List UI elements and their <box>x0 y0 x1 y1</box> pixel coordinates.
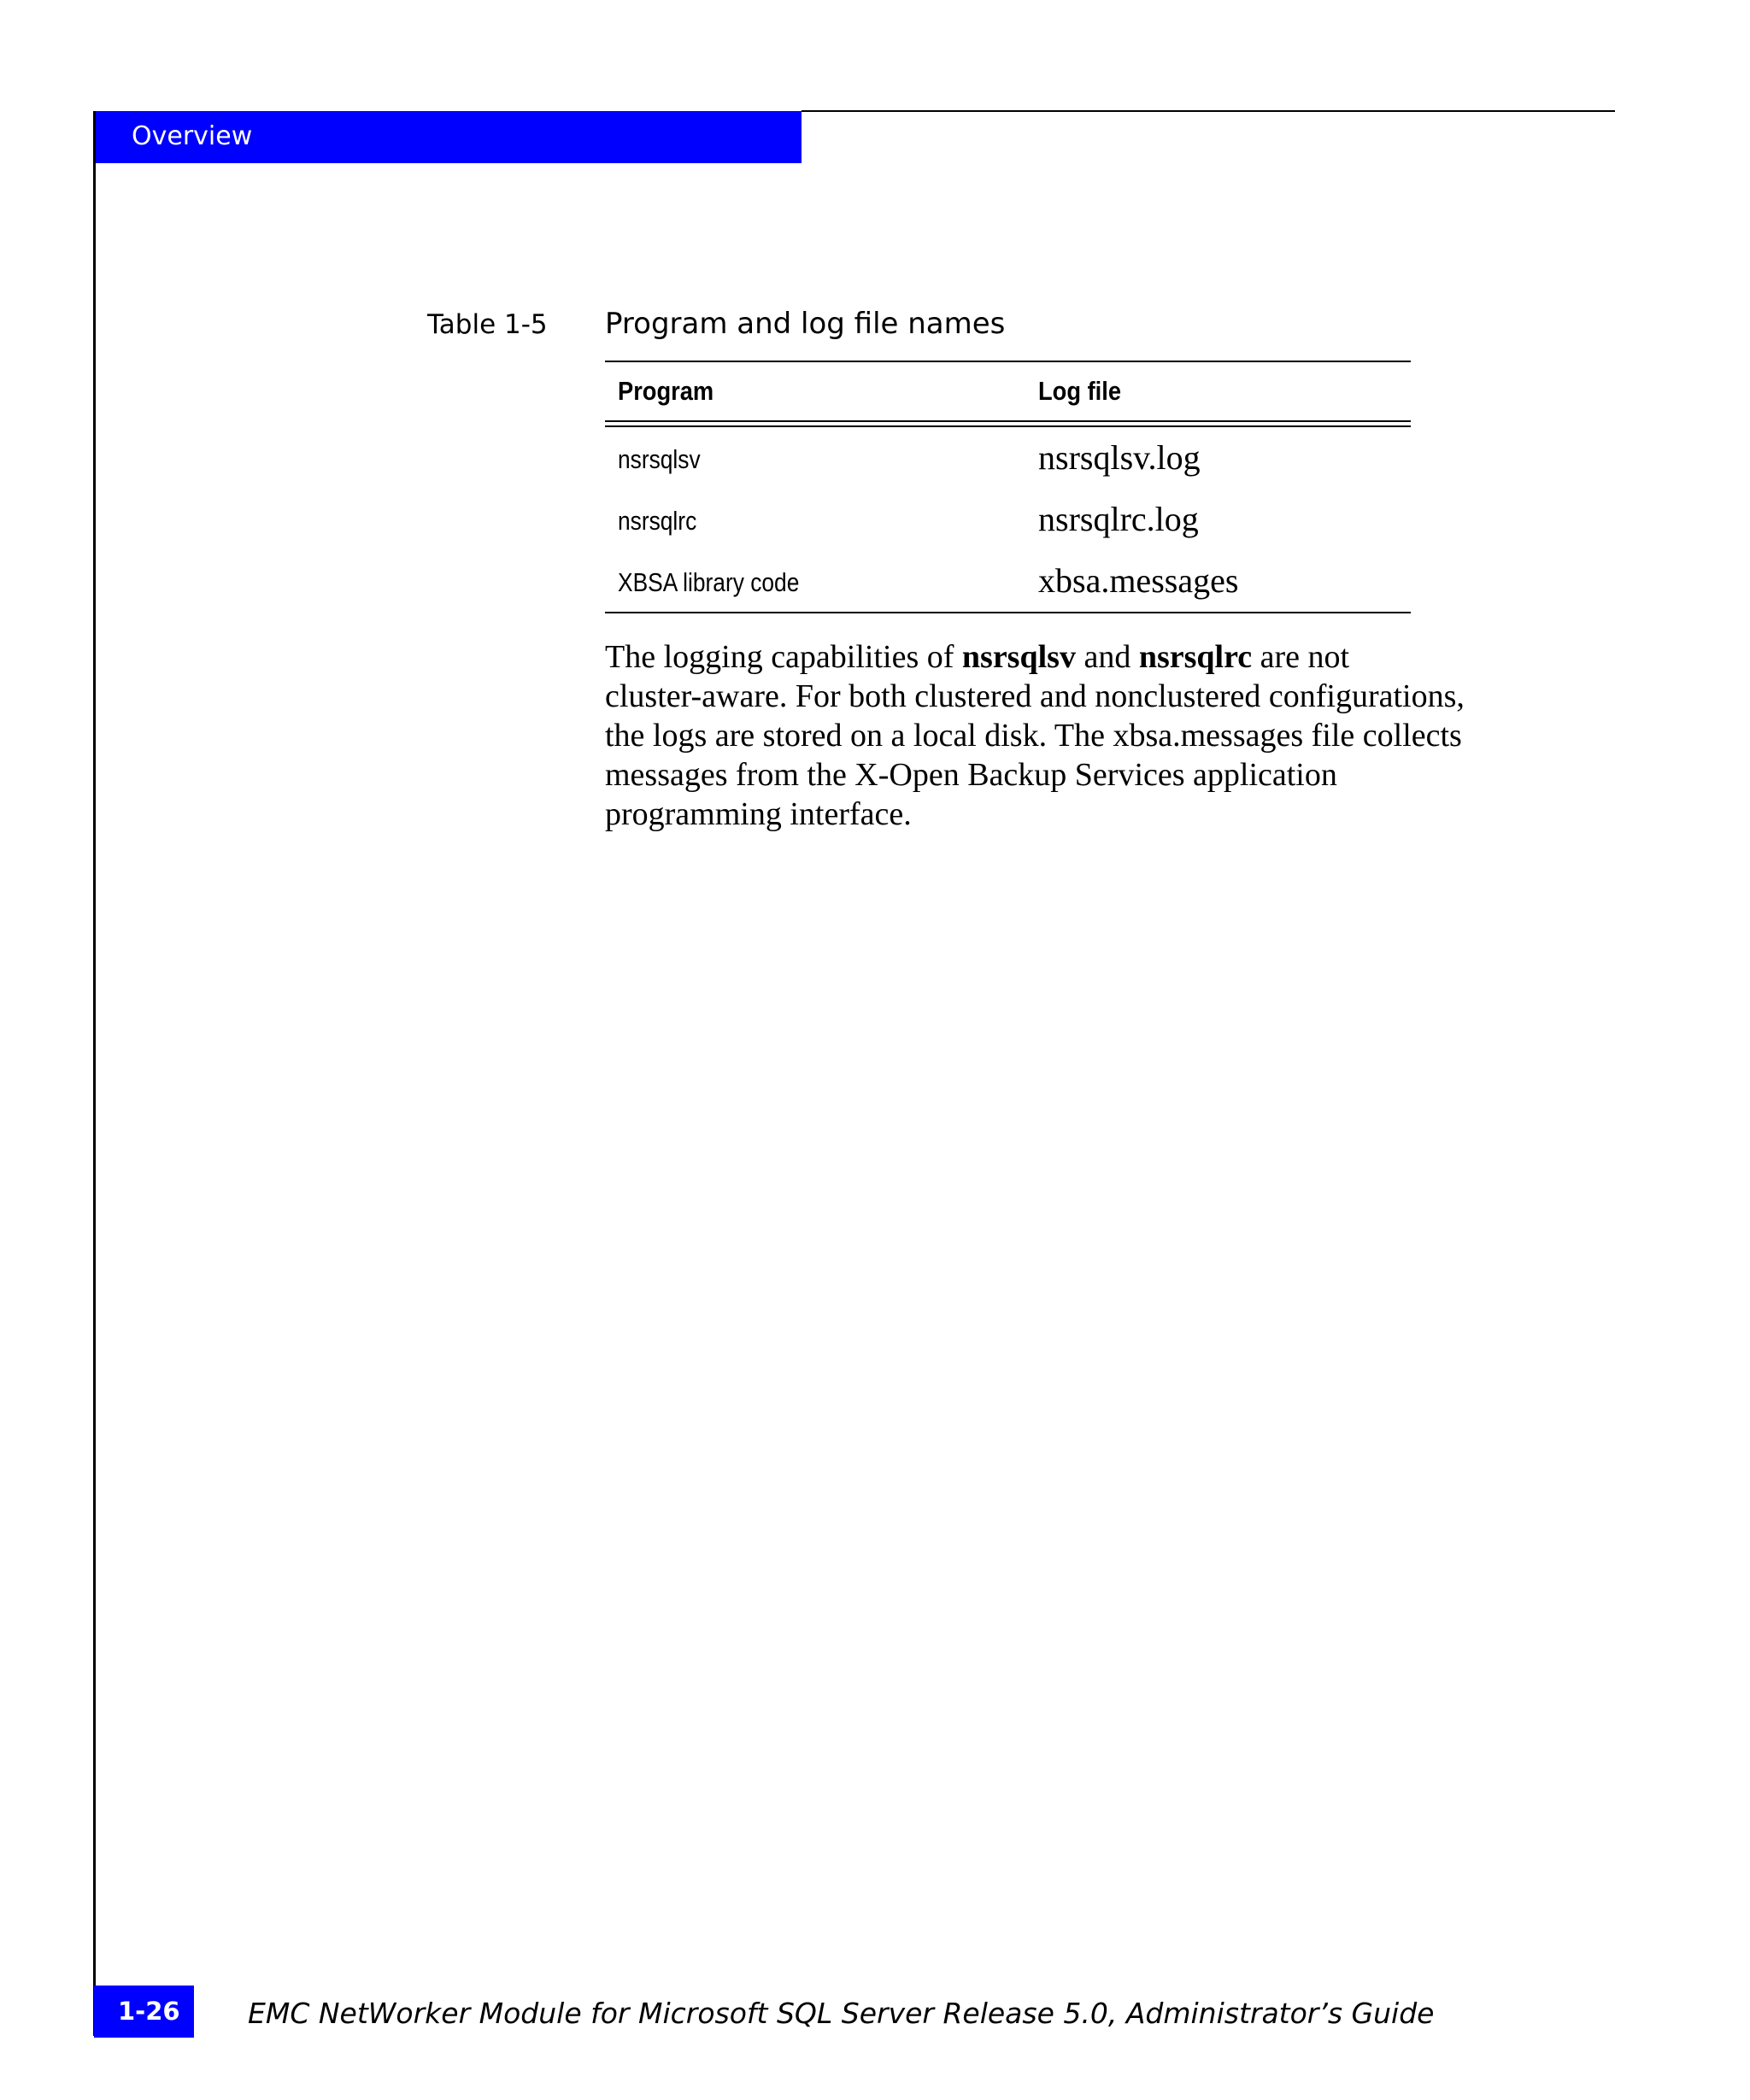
table-header-row <box>605 362 1411 420</box>
body-line: messages from the X-Open Backup Services application <box>605 757 1337 793</box>
column-header-log-file: Log file <box>1038 376 1121 406</box>
command-name: nsrsqlsv <box>961 639 1076 675</box>
section-title: Overview <box>132 121 253 151</box>
table-title: Program and log file names <box>605 307 1006 341</box>
table-bottom-rule <box>605 612 1411 613</box>
log-file-cell: nsrsqlrc.log <box>1038 500 1199 538</box>
log-file-cell: nsrsqlsv.log <box>1038 438 1201 477</box>
command-name: nsrsqlrc <box>1138 639 1253 675</box>
body-text-segment: and <box>1075 639 1139 675</box>
body-text-segment: The logging capabilities of <box>605 639 962 675</box>
section-header-tab <box>94 111 802 163</box>
table-header-rule <box>605 420 1411 427</box>
body-line: programming interface. <box>605 796 912 832</box>
program-cell: nsrsqlsv <box>618 444 701 474</box>
table-row <box>605 427 1411 489</box>
page-number-tab <box>94 1986 194 2038</box>
margin-rule <box>93 111 96 2036</box>
header-rule <box>802 110 1615 112</box>
program-cell: XBSA library code <box>618 567 800 597</box>
log-file-cell: xbsa.messages <box>1038 561 1239 600</box>
program-cell: nsrsqlrc <box>618 506 697 536</box>
table-row <box>605 550 1411 612</box>
body-line: the logs are stored on a local disk. The xbsa.messages file collects <box>605 718 1462 754</box>
table-number: Table 1-5 <box>427 309 548 340</box>
program-log-table <box>605 361 1411 613</box>
body-line: cluster-aware. For both clustered and nonclustered configurations, <box>605 678 1465 714</box>
footer-document-title: EMC NetWorker Module for Microsoft SQL Server Release 5.0, Administrator’s Guide <box>248 1997 1435 2030</box>
body-line <box>605 637 1630 677</box>
body-paragraph <box>605 637 1630 834</box>
page-number: 1-26 <box>118 1997 180 2026</box>
body-text-segment: are not <box>1252 639 1350 675</box>
column-header-program: Program <box>618 376 714 406</box>
table-row <box>605 489 1411 550</box>
